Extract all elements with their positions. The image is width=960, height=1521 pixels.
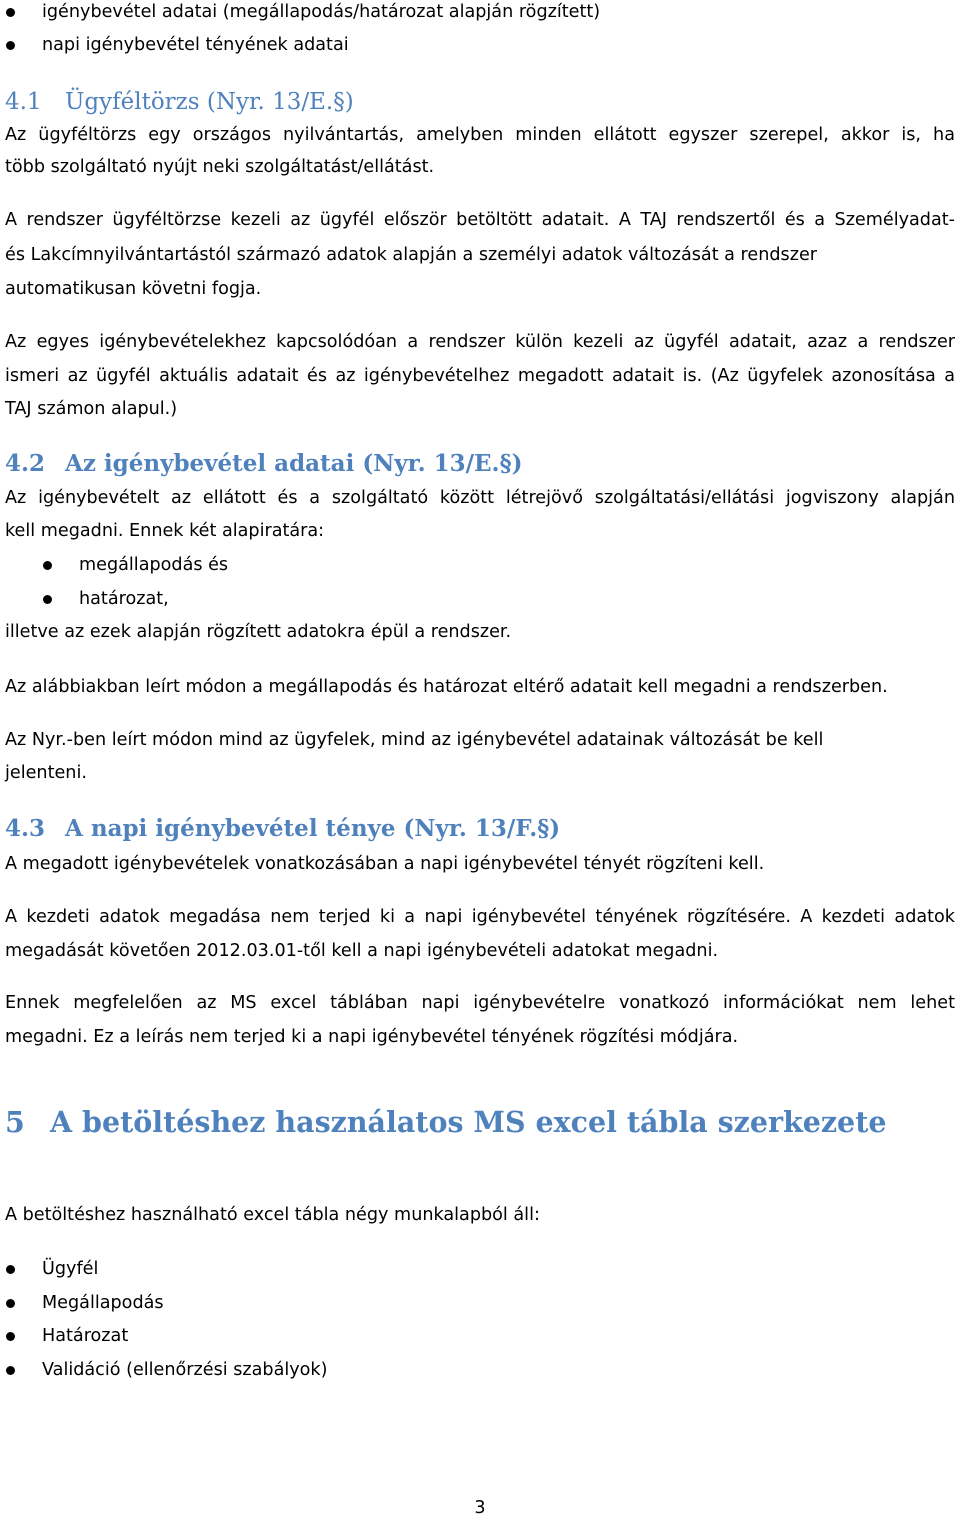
chapter-heading-5 [5,1104,887,1140]
paragraph-line: A betöltéshez használható excel tábla négy munkalapból áll: [5,1205,540,1225]
section-number: 4.2 [5,450,46,477]
list-item: határozat, [79,589,169,609]
paragraph-line: A kezdeti adatok megadása nem terjed ki a napi igénybevétel tényének rögzítésére. A kezdeti adatok [5,907,955,927]
section-title: Az igénybevétel adatai (Nyr. 13/E.§) [65,450,523,477]
paragraph-line: megadását követően 2012.03.01-től kell a napi igénybevételi adatokat megadni. [5,941,719,961]
list-item: megállapodás és [79,555,229,575]
section-number: 4.1 [5,89,42,115]
bullet-dot [43,561,52,570]
bullet-dot [6,1299,15,1308]
section-title: A betöltéshez használatos MS excel tábla szerkezete [50,1105,887,1139]
bullet-dot [6,41,15,50]
section-number: 4.3 [5,815,46,842]
paragraph-line: Az alábbiakban leírt módon a megállapodás és határozat eltérő adatait kell megadni a rendszerben. [5,677,888,697]
paragraph-line: ismeri az ügyfél aktuális adatait és az igénybevételhez megadott adatait is. (Az ügyfelek azonosítása a [5,366,955,386]
paragraph-line: jelenteni. [5,763,87,783]
paragraph-line: és Lakcímnyilvántartástól származó adatok alapján a személyi adatok változását a rendszer [5,245,818,265]
paragraph-line: megadni. Ez a leírás nem terjed ki a napi igénybevétel tényének rögzítési módjára. [5,1027,739,1047]
paragraph-line: A rendszer ügyféltörzse kezeli az ügyfél először betöltött adatait. A TAJ rendszertől és a Személyadat- [5,210,955,230]
list-item: igénybevétel adatai (megállapodás/határozat alapján rögzített) [42,2,601,22]
bullet-dot [6,1265,15,1274]
paragraph-line: Az igénybevételt az ellátott és a szolgáltató között létrejövő szolgáltatási/ellátási jogviszony alapján [5,488,955,508]
paragraph-line: több szolgáltató nyújt neki szolgáltatást/ellátást. [5,157,435,177]
list-item: Megállapodás [42,1293,164,1313]
paragraph-line: Ennek megfelelően az MS excel táblában napi igénybevételre vonatkozó információkat nem lehet [5,993,955,1013]
bullet-dot [6,1332,15,1341]
paragraph-line: Az egyes igénybevételekhez kapcsolódóan a rendszer külön kezeli az ügyfél adatait, azaz a rendszer [5,332,955,352]
section-title: Ügyféltörzs (Nyr. 13/E.§) [65,89,354,115]
paragraph-line: Az ügyféltörzs egy országos nyilvántartás, amelyben minden ellátott egyszer szerepel, akkor is, ha [5,125,955,145]
paragraph-line: illetve az ezek alapján rögzített adatokra épül a rendszer. [5,622,512,642]
section-heading-4-2 [5,449,522,479]
paragraph-line: TAJ számon alapul.) [5,399,178,419]
section-heading-4-1 [5,87,354,117]
list-item: Határozat [42,1326,129,1346]
paragraph-line: Az Nyr.-ben leírt módon mind az ügyfelek, mind az igénybevétel adatainak változását be kell [5,730,824,750]
list-item: napi igénybevétel tényének adatai [42,35,349,55]
paragraph-line: kell megadni. Ennek két alapiratára: [5,521,325,541]
section-heading-4-3 [5,814,560,844]
bullet-dot [6,8,15,17]
list-item: Ügyfél [42,1259,99,1279]
bullet-dot [43,595,52,604]
section-title: A napi igénybevétel ténye (Nyr. 13/F.§) [65,815,561,842]
paragraph-line: automatikusan követni fogja. [5,279,262,299]
section-number: 5 [5,1105,25,1139]
paragraph-line: A megadott igénybevételek vonatkozásában a napi igénybevétel tényét rögzíteni kell. [5,854,765,874]
list-item: Validáció (ellenőrzési szabályok) [42,1360,328,1380]
bullet-dot [6,1366,15,1375]
page-number: 3 [474,1498,486,1518]
